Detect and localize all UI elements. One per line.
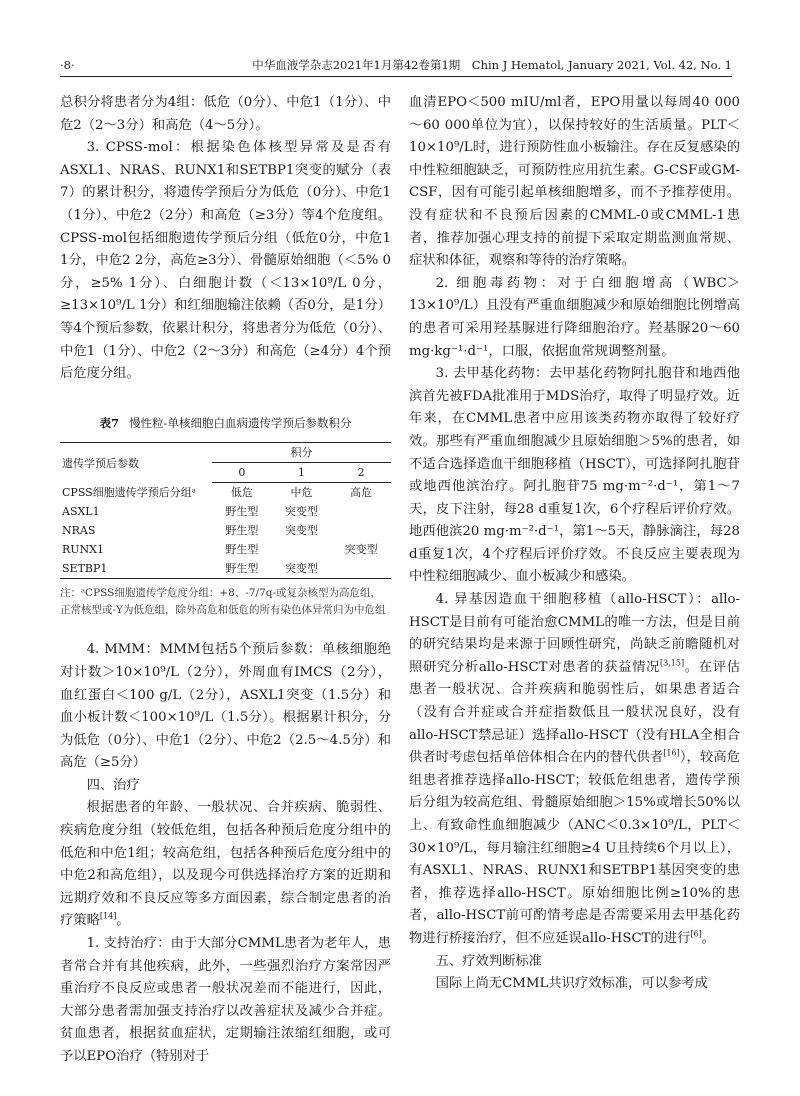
section-heading-treatment: 四、治疗 [86, 777, 140, 793]
left-column [60, 92, 391, 1069]
table-cell-param: ASXL1 [62, 505, 100, 519]
table-label: 表7 [99, 415, 120, 430]
paragraph-text: 。在评估患者一般状况、合并疾病和脆弱性后，如果患者适合（没有合并症或合并症指数低且一般状况良好，没有allo-HSCT禁忌证）选择allo-HSCT（没有HLA全相合供者时考虑包括单倍体相合在内的替代供者 [409, 659, 740, 766]
table-row [60, 559, 391, 579]
table-cell: 野生型 [225, 505, 259, 519]
journal-citation: 中华血液学杂志2021年1月第42卷第1期 Chin J Hematol, January 2021, Vol. 42, No. 1 [252, 58, 732, 72]
table-cell: 突变型 [344, 543, 378, 557]
paragraph-hypomethylating: 3. 去甲基化药物：去甲基化药物阿扎胞苷和地西他滨首先被FDA批准用于MDS治疗，取得了明显疗效。近年来，在CMML患者中应用该类药物亦取得了较好疗效。那些有严重血细胞减少且原始细胞＞5%的患者，如不适合选择造血干细胞移植（HSCT），可选择阿扎胞苷或地西他滨治疗。阿扎胞苷75 mg·m⁻²·d⁻¹，第1～7天，皮下注射，每28 d重复1次，6个疗程后评价疗效。地西他滨20 mg·m⁻²·d⁻¹，第1～5天，静脉滴注，每28 d重复1次，4个疗程后评价疗效。不良反应主要表现为中性粒细胞减少、血小板减少和感染。 [409, 366, 740, 585]
paragraph-treatment-strategy: 根据患者的年龄、一般状况、合并疾病、脆弱性、疾病危度分组（较低危组，包括各种预后危度分组中的低危和中危1组；较高危组，包括各种预后危度分组中的中危2和高危组），以及现今可供选择治疗方案的近期和远期疗效和不良反应等多方面因素，综合制定患者的治疗策略[14]。 [60, 800, 391, 929]
table-cell [331, 559, 391, 579]
score-col-1: 1 [272, 463, 332, 483]
table-score-header: 积分 [212, 443, 391, 463]
paragraph-text: 4. 异基因造血干细胞移植（allo-HSCT）：allo-HSCT是目前有可能治愈CMML的唯一方法，但是目前的研究结果均是来源于回顾性研究，尚缺乏前瞻随机对照研究分析allo-HSCT对患者的获益情况 [409, 592, 740, 675]
table-cell [331, 521, 391, 540]
paragraph-cytotoxic: 2. 细胞毒药物：对于白细胞增高（WBC＞13×10⁹/L）且没有严重血细胞减少和原始细胞比例增高的患者可采用羟基脲进行降细胞治疗。羟基脲20～60 mg·kg⁻¹·d⁻¹，口服，依据血常规调整剂量。 [409, 275, 740, 359]
table-cell: 突变型 [284, 524, 318, 538]
score-col-2: 2 [331, 463, 391, 483]
table-cell-param: NRAS [62, 524, 96, 538]
section-heading-response: 五、疗效判断标准 [435, 953, 542, 969]
table-cell-param: CPSS细胞遗传学预后分组ᵃ [62, 486, 196, 500]
paragraph-text: 。 [701, 930, 716, 946]
table-cell: 中危 [290, 486, 313, 500]
table-row-header: 遗传学预后参数 [60, 443, 212, 483]
table-cell: 突变型 [272, 559, 332, 579]
paragraph-allo-hsct [409, 589, 740, 951]
paragraph-cpss-mol: 3. CPSS-mol：根据染色体核型异常及是否有ASXL1、NRAS、RUNX1和SETBP1突变的赋分（表7）的累计积分，将遗传学预后分为低危（0分）、中危1（1分）、中危2（2分）和高危（≥3分）等4个危度组。CPSS-mol包括细胞遗传学预后分组（低危0分，中危1 1分，中危2 2分，高危≥3分）、骨髓原始细胞（＜5% 0分，≥5% 1分）、白细胞计数（＜13×10⁹/L 0分，≥13×10⁹/L 1分）和红细胞输注依赖（否0分，是1分）等4个预后参数，依累计积分，将患者分为低危（0分）、中危1（1分）、中危2（2～3分）和高危（≥4分）4个预后危度分组。 [60, 140, 391, 382]
table-cell: 突变型 [284, 505, 318, 519]
score-col-0: 0 [212, 463, 272, 483]
table-row [60, 483, 391, 503]
running-header [60, 56, 732, 77]
table-row [60, 540, 391, 559]
table-cell: 野生型 [212, 559, 272, 579]
paragraph-text: ），较高危组患者推荐选择allo-HSCT；较低危组患者，遗传学预后分组为较高危组、骨髓原始细胞＞15%或增长50%以上、有致命性血细胞减少（ANC＜0.3×10⁹/L，PLT＜30×10⁹/L，每月输注红细胞≥4 U且持续6个月以上），有ASXL1、NRAS、RUNX1和SETBP1基因突变的患者，推荐选择allo-HSCT。原始细胞比例≥10%的患者，allo-HSCT前可酌情考虑是否需要采用去甲基化药物进行桥接治疗，但不应延误allo-HSCT的进行 [409, 750, 741, 946]
table-cell-param: SETBP1 [60, 559, 212, 579]
page-number: ·8· [60, 58, 75, 72]
citation: [6] [690, 929, 702, 939]
table-cell: 野生型 [225, 524, 259, 538]
paragraph-mmm: 4. MMM：MMM包括5个预后参数：单核细胞绝对计数＞10×10⁹/L（2分），外周血有IMCS（2分），血红蛋白＜100 g/L（2分），ASXL1突变（1.5分）和血小板计数＜100×10⁹/L（1.5分）。根据累计积分，分为低危（0分）、中危1（2分）、中危2（2.5～4.5分）和高危（≥5分） [60, 642, 391, 771]
paragraph-response-criteria: 国际上尚无CMML共识疗效标准，可以参考成 [435, 976, 708, 992]
table-note: 注：ᵃCPSS细胞遗传学危度分组：+8、-7/7q-或复杂核型为高危组，正常核型或-Y为低危组，除外高危和低危的所有染色体异常归为中危组 [60, 587, 386, 617]
paragraph-risk-groups: 总积分将患者分为4组：低危（0分）、中危1（1分）、中危2（2～3分）和高危（4～5分）。 [60, 95, 391, 133]
citation: [3,15] [660, 658, 685, 668]
citation: [14] [99, 912, 117, 922]
table-row [60, 521, 391, 540]
table-caption [60, 412, 391, 435]
table-cell: 低危 [230, 486, 253, 500]
paragraph-supportive-care: 1. 支持治疗：由于大部分CMML患者为老年人，患者常合并有其他疾病，此外，一些强烈治疗方案常因严重治疗不良反应或患者一般状况差而不能进行，因此，大部分患者需加强支持治疗以改善症状及减少合并症。贫血患者，根据贫血症状，定期输注浓缩红细胞，或可予以EPO治疗（特别对于 [60, 936, 391, 1064]
table-cell [331, 502, 391, 521]
table-cell [272, 540, 332, 559]
right-column [409, 92, 740, 996]
citation: [16] [663, 748, 680, 758]
table-cell: 高危 [350, 486, 373, 500]
table-cell: 野生型 [225, 543, 259, 557]
table-title: 慢性粒-单核细胞白血病遗传学预后参数积分 [129, 415, 352, 430]
paragraph-epo-continued: 血清EPO＜500 mIU/ml者，EPO用量以每周40 000～60 000单位为宜），以保持较好的生活质量。PLT＜10×10⁹/L时，进行预防性血小板输注。存在反复感染的中性粒细胞缺乏，可预防性应用抗生素。G-CSF或GM-CSF，因有可能引起单核细胞增多，而不予推荐使用。没有症状和不良预后因素的CMML-0或CMML-1患者，推荐加强心理支持的前提下采取定期监测血常规、症状和体征，观察和等待的治疗策略。 [409, 95, 740, 269]
table-7 [60, 442, 391, 579]
paragraph-text: 根据患者的年龄、一般状况、合并疾病、脆弱性、疾病危度分组（较低危组，包括各种预后危度分组中的低危和中危1组；较高危组，包括各种预后危度分组中的中危2和高危组），以及现今可供选择治疗方案的近期和远期疗效和不良反应等多方面因素，综合制定患者的治疗策略 [60, 800, 391, 929]
table-row [60, 502, 391, 521]
table-cell-param: RUNX1 [62, 543, 105, 557]
